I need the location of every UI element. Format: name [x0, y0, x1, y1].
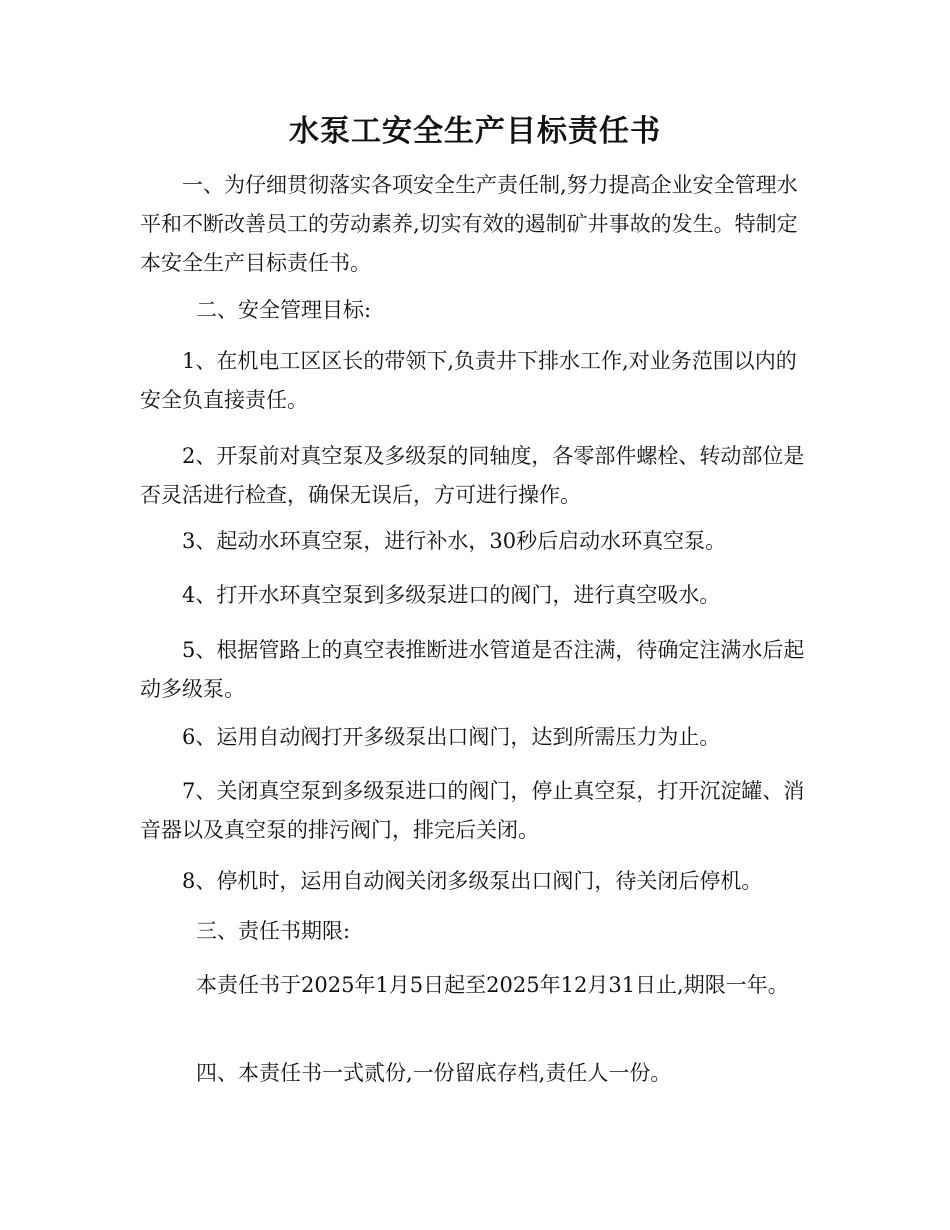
paragraph-item-8: 8、停机时，运用自动阀关闭多级泵出口阀门，待关闭后停机。 [182, 869, 763, 893]
section-heading-term: 三、责任书期限: [196, 919, 351, 943]
section-heading-goals: 二、安全管理目标: [196, 298, 372, 322]
paragraph-copies: 四、本责任书一式贰份,一份留底存档,责任人一份。 [196, 1061, 672, 1085]
paragraph-item-4: 4、打开水环真空泵到多级泵进口的阀门，进行真空吸水。 [182, 583, 721, 607]
paragraph-item-1: 1、在机电工区区长的带领下,负责井下排水工作,对业务范围以内的安全负直接责任。 [140, 349, 797, 412]
paragraph-item-6: 6、运用自动阀打开多级泵出口阀门，达到所需压力为止。 [182, 725, 721, 749]
paragraph-item-3: 3、起动水环真空泵，进行补水，30秒后启动水环真空泵。 [182, 529, 727, 553]
paragraph-item-7: 7、关闭真空泵到多级泵进口的阀门，停止真空泵，打开沉淀罐、消音器以及真空泵的排污阀门，排完后关闭。 [140, 779, 805, 842]
paragraph-item-2: 2、开泵前对真空泵及多级泵的同轴度，各零部件螺栓、转动部位是否灵活进行检查，确保无误后，方可进行操作。 [140, 444, 805, 507]
document-title: 水泵工安全生产目标责任书 [289, 114, 661, 149]
paragraph-purpose: 一、为仔细贯彻落实各项安全生产责任制,努力提高企业安全管理水平和不断改善员工的劳动素养,切实有效的遏制矿井事故的发生。特制定本安全生产目标责任书。 [140, 173, 798, 275]
paragraph-item-5: 5、根据管路上的真空表推断进水管道是否注满，待确定注满水后起动多级泵。 [140, 638, 805, 701]
paragraph-term: 本责任书于2025年1月5日起至2025年12月31日止,期限一年。 [196, 973, 789, 997]
